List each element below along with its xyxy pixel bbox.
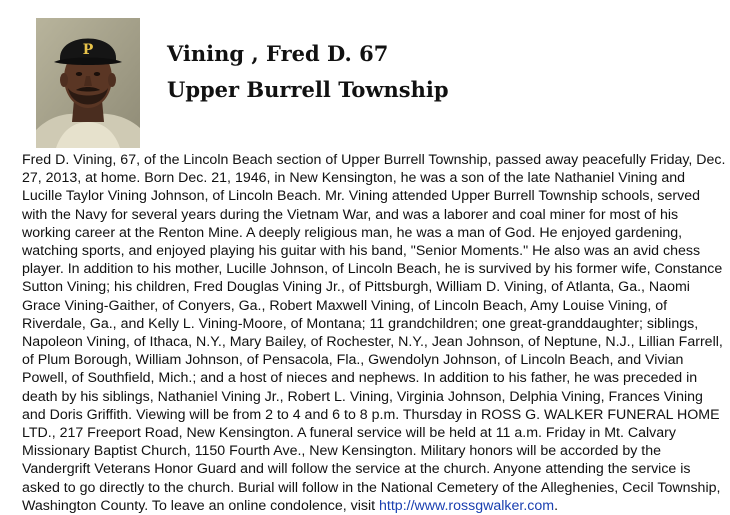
closing-punctuation: . bbox=[554, 497, 559, 514]
condolence-link[interactable]: http://www.rossgwalker.com bbox=[379, 497, 555, 514]
deceased-location: Upper Burrell Township bbox=[167, 77, 449, 102]
portrait-photo-icon bbox=[36, 18, 140, 148]
obituary-header bbox=[36, 18, 726, 148]
deceased-name: Vining , Fred D. 67 bbox=[167, 41, 389, 66]
obituary-body bbox=[22, 151, 726, 515]
obituary-text: Fred D. Vining, 67, of the Lincoln Beach section of Upper Burrell Township, passed away peacefully Friday, Dec. 27, 2013, at home. Born Dec. 21, 1946, in New Kensington, he was a son of the late Nathaniel Vining and Lucille Taylor Vining Johnson, of Lincoln Beach. Mr. Vining attended Upper Burrell Township schools, served with the Navy for several years during the Vietnam War, and was a laborer and coal miner for most of his working career at the Renton Mine. A deeply religious man, he was a man of God. He enjoyed gardening, watching sports, and enjoyed playing his guitar with his band, "Senior Moments." He also was an avid chess player. In addition to his mother, Lucille Johnson, of Lincoln Beach, he is survived by his former wife, Constance Sutton Vining; his children, Fred Douglas Vining Jr., of Pittsburgh, William D. Vining, of Atlanta, Ga., Naomi Grace Vining-Gaither, of Conyers, Ga., Robert Maxwell Vining, of Lincoln Beach, Amy Louise Vining, of Riverdale, Ga., and Kelly L. Vining-Moore, of Montana; 11 grandchildren; one great-granddaughter; siblings, Napoleon Vining, of Ithaca, N.Y., Mary Bailey, of Rochester, N.Y., Jean Johnson, of Neptune, N.J., Lillian Farrell, of Plum Borough, William Johnson, of Pensacola, Fla., Gwendolyn Johnson, of Lincoln Beach, and Vivian Powell, of Southfield, Mich.; and a host of nieces and nephews. In addition to his father, he was preceded in death by his siblings, Nathaniel Vining Jr., Robert L. Vining, Virginia Johnson, Delphia Vining, Frances Vining and Doris Griffith. Viewing will be from 2 to 4 and 6 to 8 p.m. Thursday in ROSS G. WALKER FUNERAL HOME LTD., 217 Freeport Road, New Kensington. A funeral service will be held at 11 a.m. Friday in Mt. Calvary Missionary Baptist Church, 1150 Fourth Ave., New Kensington. Military honors will be accorded by the Vandergrift Veterans Honor Guard and will follow the service at the church. Anyone attending the service is asked to go directly to the church. Burial will follow in the National Cemetery of the Alleghenies, Cecil Township, Washington County. To leave an online condolence, visit bbox=[22, 152, 726, 514]
obituary-titles bbox=[167, 40, 449, 104]
svg-text:P: P bbox=[82, 42, 94, 58]
